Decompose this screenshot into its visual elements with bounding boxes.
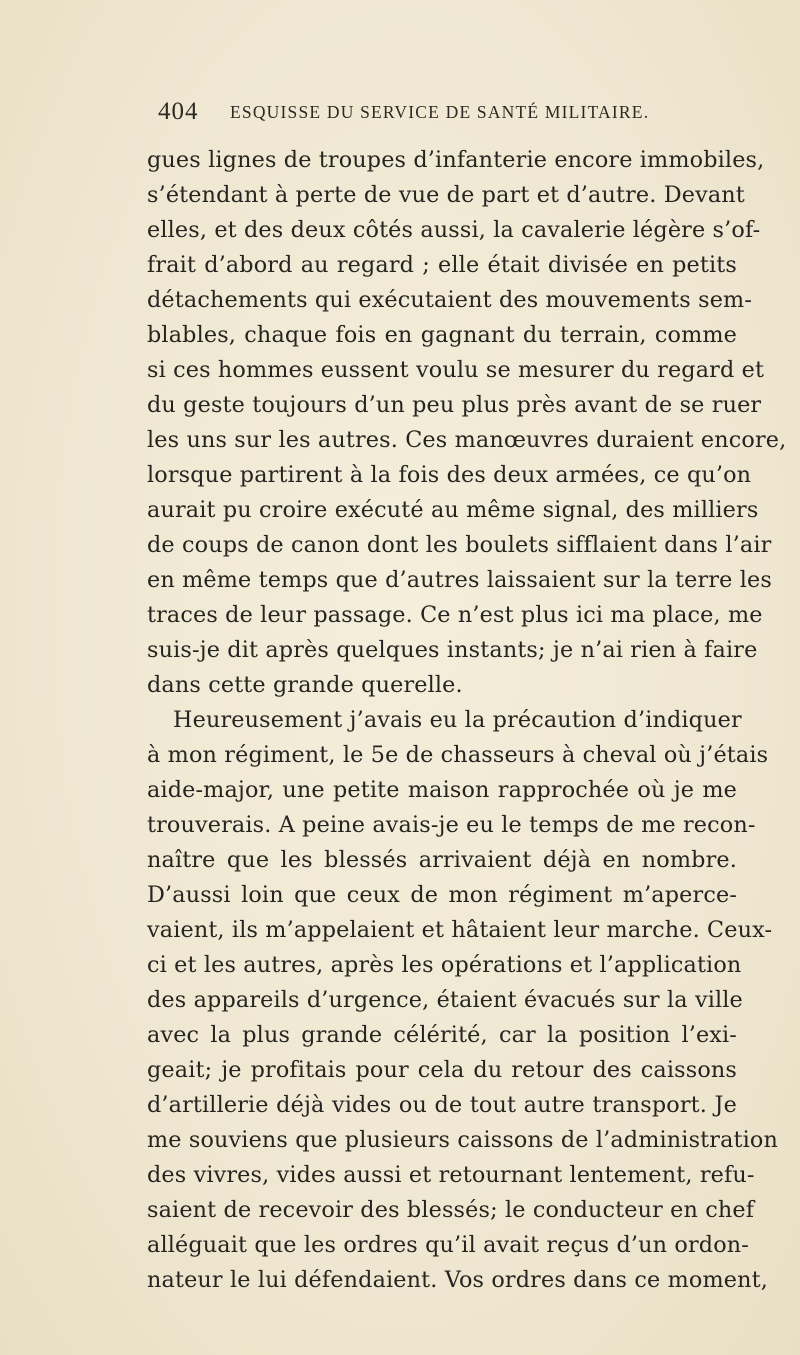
- text-line: s’étendant à perte de vue de part et d’autre. Devant: [147, 182, 745, 208]
- paragraph-start-line: Heureusement j’avais eu la précaution d’indiquer: [173, 707, 742, 733]
- page-number: 404: [158, 98, 199, 125]
- text-line: ci et les autres, après les opérations et l’application: [147, 952, 742, 978]
- text-line: geait; je profitais pour cela du retour des caissons: [147, 1057, 737, 1083]
- text-line: les uns sur les autres. Ces manœuvres duraient encore,: [147, 427, 787, 453]
- text-line: dans cette grande querelle.: [147, 672, 463, 698]
- page-header: [158, 98, 698, 134]
- text-line: d’artillerie déjà vides ou de tout autre transport. Je: [147, 1092, 737, 1118]
- running-title: ESQUISSE DU SERVICE DE SANTÉ MILITAIRE.: [230, 102, 650, 122]
- text-line: suis-je dit après quelques instants; je n’ai rien à faire: [147, 637, 758, 663]
- text-line: nateur le lui défendaient. Vos ordres dans ce moment,: [147, 1267, 768, 1293]
- text-line: aurait pu croire exécuté au même signal, des milliers: [147, 497, 759, 523]
- text-line: lorsque partirent à la fois des deux armées, ce qu’on: [147, 462, 752, 488]
- text-line: traces de leur passage. Ce n’est plus ici ma place, me: [147, 602, 763, 628]
- text-line: des vivres, vides aussi et retournant lentement, refu-: [147, 1162, 755, 1188]
- text-line: gues lignes de troupes d’infanterie encore immobiles,: [147, 147, 765, 173]
- text-line: détachements qui exécutaient des mouvements sem-: [147, 287, 753, 313]
- text-line: frait d’abord au regard ; elle était divisée en petits: [147, 252, 737, 278]
- text-line: si ces hommes eussent voulu se mesurer du regard et: [147, 357, 765, 383]
- text-line: trouverais. A peine avais-je eu le temps de me recon-: [147, 812, 756, 838]
- text-line: du geste toujours d’un peu plus près avant de se ruer: [147, 392, 762, 418]
- text-line: saient de recevoir des blessés; le conducteur en chef: [147, 1197, 755, 1223]
- text-line: me souviens que plusieurs caissons de l’administration: [147, 1127, 779, 1153]
- text-line: blables, chaque fois en gagnant du terrain, comme: [147, 322, 737, 348]
- text-line: elles, et des deux côtés aussi, la cavalerie légère s’of-: [147, 217, 761, 243]
- text-line: de coups de canon dont les boulets sifflaient dans l’air: [147, 532, 772, 558]
- text-line: vaient, ils m’appelaient et hâtaient leur marche. Ceux-: [147, 917, 773, 943]
- text-line: D’aussi loin que ceux de mon régiment m’aperce-: [147, 882, 737, 908]
- body-text: [147, 143, 787, 1298]
- text-line: à mon régiment, le 5e de chasseurs à cheval où j’étais: [147, 742, 769, 768]
- text-line: naître que les blessés arrivaient déjà en nombre.: [147, 847, 737, 873]
- text-line: aide-major, une petite maison rapprochée où je me: [147, 777, 737, 803]
- text-line: alléguait que les ordres qu’il avait reçus d’un ordon-: [147, 1232, 749, 1258]
- text-line: avec la plus grande célérité, car la position l’exi-: [147, 1022, 737, 1048]
- text-line: des appareils d’urgence, étaient évacués sur la ville: [147, 987, 743, 1013]
- text-line: en même temps que d’autres laissaient sur la terre les: [147, 567, 772, 593]
